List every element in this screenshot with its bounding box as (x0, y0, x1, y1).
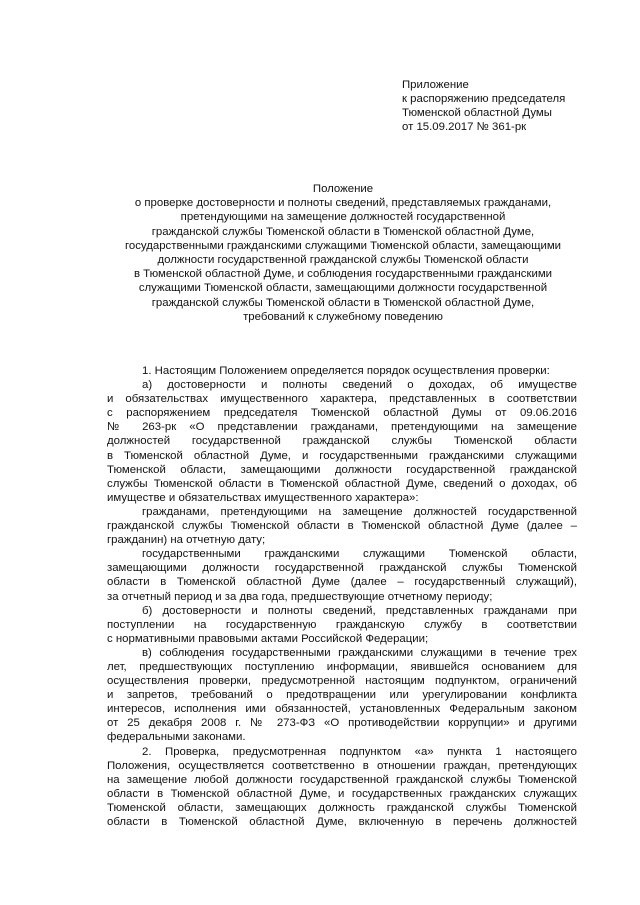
body-line: в) соблюдения государственными гражданскими служащими в течение трех (142, 646, 577, 659)
body-line: с нормативными правовыми актами Российской Федерации; (107, 632, 429, 645)
body-line: 1. Настоящим Положением определяется порядок осуществления проверки: (142, 365, 550, 377)
body-line: гражданами, претендующими на замещение должностей государственной (142, 505, 577, 518)
title-line: служащими Тюменской области, замещающими должности государственной (138, 282, 548, 295)
appendix-line: Приложение (402, 79, 469, 91)
body-line: Тюменской области, замещающими должности государственной гражданской (107, 463, 577, 476)
body-line: гражданской службы Тюменской области в Тюменской областной Думе (далее – (107, 520, 577, 533)
body-line: федеральными законами. (107, 731, 246, 744)
title-line: о проверке достоверности и полноты сведений, представляемых гражданами, (134, 197, 552, 210)
body-line: б) достоверности и полноты сведений, представленных гражданами при (142, 604, 577, 617)
body-line: в Тюменской областной Думе, и государственными гражданскими служащими (107, 449, 577, 462)
body-line: за отчетный период и за два года, предшествующие отчетному периоду; (107, 590, 493, 603)
appendix-header (402, 78, 622, 134)
document-body (107, 364, 577, 829)
body-line: Тюменской области, замещающих должность гражданской службы Тюменской (107, 801, 577, 814)
title-line: требований к служебному поведению (243, 310, 443, 323)
body-line: области в Тюменской областной Думе, включенную в перечень должностей (107, 816, 577, 828)
title-line: должности государственной гражданской службы Тюменской области (157, 254, 529, 267)
title-line: гражданской службы Тюменской области в Тюменской областной Думе, (151, 296, 535, 309)
body-line: и запретов, требований о предотвращении или урегулировании конфликта (107, 689, 577, 702)
title-line: гражданской службы Тюменской области в Тюменской областной Думе, (151, 225, 535, 238)
body-line: 2. Проверка, предусмотренная подпунктом «а» пункта 1 настоящего (142, 745, 577, 758)
body-line: и обязательствах имущественного характера, представленных в соответствии (107, 393, 577, 406)
body-line: от 25 декабря 2008 г. № 273-ФЗ «О противодействии коррупции» и другими (107, 717, 577, 730)
title-line: государственными гражданскими служащими Тюменской области, замещающими (124, 239, 562, 252)
body-line: поступлении на государственную гражданскую службу в соответствии (107, 618, 577, 631)
title-line: в Тюменской областной Думе, и соблюдения государственными гражданскими (133, 268, 553, 281)
body-line: осуществления проверки, предусмотренной настоящим подпунктом, ограничений (107, 675, 577, 688)
body-line: Положения, осуществляется соответственно в отношении граждан, претендующих (107, 759, 577, 772)
body-line: области в Тюменской областной Думе, и государственных гражданских служащих (107, 787, 577, 800)
body-line: службы Тюменской области в Тюменской областной Думе, сведений о доходах, об (107, 477, 577, 490)
body-line: с распоряжением председателя Тюменской областной Думы от 09.06.2016 (107, 407, 577, 420)
title-line: Положение (312, 183, 374, 195)
body-line: № 263-рк «О представлении гражданами, претендующими на замещение (107, 421, 577, 434)
appendix-line: от 15.09.2017 № 361-рк (402, 121, 527, 133)
body-line: должностей государственной гражданской службы Тюменской области (107, 435, 577, 448)
body-line: гражданин) на отчетную дату; (107, 534, 266, 547)
body-line: государственными гражданскими служащими Тюменской области, (142, 548, 577, 561)
title-line: претендующими на замещение должностей государственной (180, 211, 506, 224)
body-line: интересов, исполнения ими обязанностей, установленных Федеральным законом (107, 703, 577, 716)
appendix-line: Тюменской областной Думы (402, 107, 552, 119)
body-line: имуществе и обязательствах имущественного характера»: (107, 491, 419, 504)
body-line: области в Тюменской областной Думе (далее – государственный служащий), (107, 576, 577, 589)
body-line: а) достоверности и полноты сведений о доходах, об имуществе (142, 379, 577, 392)
document-title (108, 182, 578, 324)
appendix-line: к распоряжению председателя (402, 93, 566, 105)
body-line: замещающими должности государственной гражданской службы Тюменской (107, 562, 577, 575)
body-line: на замещение любой должности государственной гражданской службы Тюменской (107, 773, 577, 786)
body-line: лет, предшествующих поступлению информации, явившейся основанием для (107, 660, 577, 673)
